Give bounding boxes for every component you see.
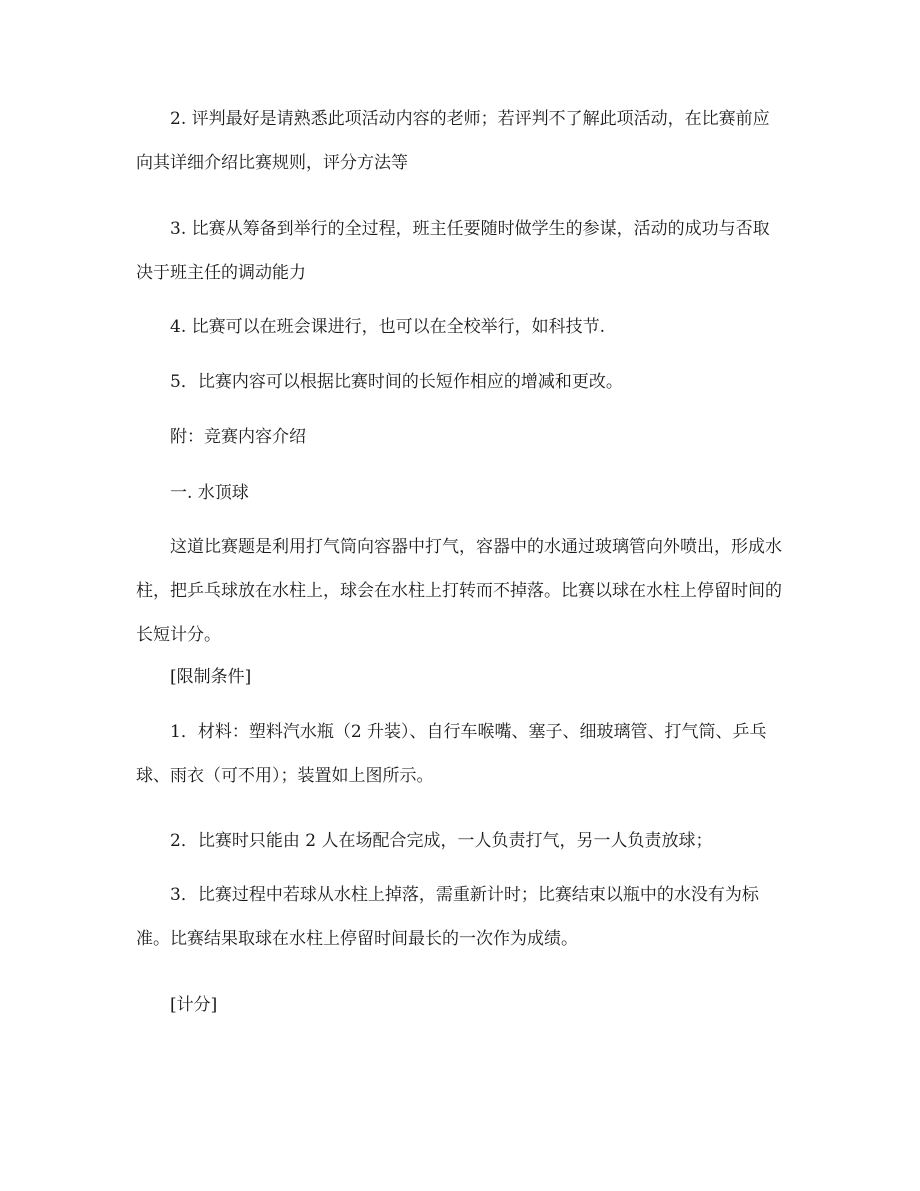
restrictions-heading: [限制条件] xyxy=(170,667,252,687)
paragraph-rule-2: 2. 评判最好是请熟悉此项活动内容的老师；若评判不了解此项活动，在比赛前应向其详细介绍比赛规则，评分方法等 xyxy=(136,109,770,173)
paragraph-rule-4: 4. 比赛可以在班会课进行，也可以在全校举行，如科技节. xyxy=(170,317,606,337)
section-heading-water-ball: 一. 水顶球 xyxy=(170,483,249,503)
restriction-item-3: 3．比赛过程中若球从水柱上掉落，需重新计时；比赛结束以瓶中的水没有为标准。比赛结果取球在水柱上停留时间最长的一次作为成绩。 xyxy=(136,885,759,949)
paragraph-rule-5: 5．比赛内容可以根据比赛时间的长短作相应的增减和更改。 xyxy=(170,372,623,392)
paragraph-rule-3: 3. 比赛从筹备到举行的全过程，班主任要随时做学生的参谋，活动的成功与否取决于班主任的调动能力 xyxy=(136,219,770,283)
restriction-item-2: 2．比赛时只能由 2 人在场配合完成，一人负责打气，另一人负责放球； xyxy=(170,831,713,851)
paragraph-description: 这道比赛题是利用打气筒向容器中打气，容器中的水通过玻璃管向外喷出，形成水柱，把乒乓球放在水柱上，球会在水柱上打转而不掉落。比赛以球在水柱上停留时间的长短计分。 xyxy=(136,537,782,645)
appendix-heading: 附：竞赛内容介绍 xyxy=(170,427,306,447)
scoring-heading: [计分] xyxy=(170,995,218,1015)
restriction-item-1: 1．材料：塑料汽水瓶（2 升装）、自行车喉嘴、塞子、细玻璃管、打气筒、乒乓球、雨衣（可不用）；装置如上图所示。 xyxy=(136,722,767,786)
